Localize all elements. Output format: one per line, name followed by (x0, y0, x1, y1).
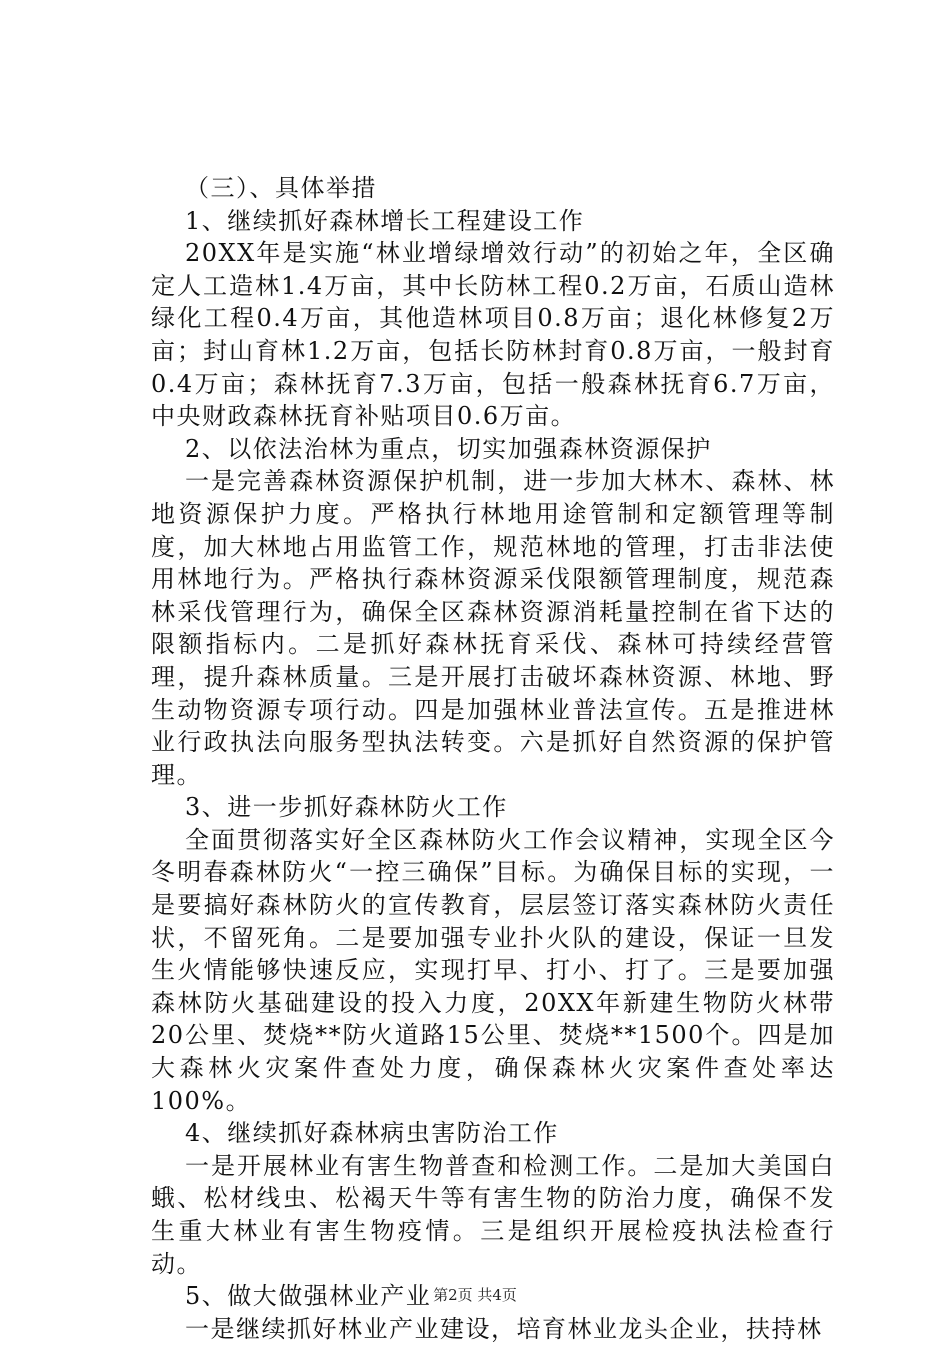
document-body (151, 172, 835, 1345)
item-heading: 1、继续抓好森林增长工程建设工作 (185, 206, 585, 235)
item-heading: 3、进一步抓好森林防火工作 (185, 793, 508, 822)
item-heading: 2、以依法治林为重点，切实加强森林资源保护 (185, 434, 712, 463)
item-heading: 4、继续抓好森林病虫害防治工作 (185, 1119, 559, 1148)
item-heading: 5、做大做强林业产业 (185, 1282, 432, 1311)
item-paragraph: 全面贯彻落实好全区森林防火工作会议精神，实现全区今冬明春森林防火“一控三确保”目标。为确保目标的实现，一是要搞好森林防火的宣传教育，层层签订落实森林防火责任状，不留死角。二是要加强专业扑火队的建设，保证一旦发生火情能够快速反应，实现打早、打小、打了。三是要加强森林防火基础建设的投入力度，20XX年新建生物防火林带20公里、焚烧**防火道路15公里、焚烧**1500个。四是加大森林火灾案件查处力度，确保森林火灾案件查处率达100%。 (151, 825, 835, 1115)
page-number-footer: 第2页 共4页 (433, 1286, 517, 1304)
item-paragraph: 20XX年是实施“林业增绿增效行动”的初始之年，全区确定人工造林1.4万亩，其中长防林工程0.2万亩，石质山造林绿化工程0.4万亩，其他造林项目0.8万亩；退化林修复2万亩；封山育林1.2万亩，包括长防林封育0.8万亩，一般封育0.4万亩；森林抚育7.3万亩，包括一般森林抚育6.7万亩，中央财政森林抚育补贴项目0.6万亩。 (151, 239, 835, 431)
item-paragraph: 一是完善森林资源保护机制，进一步加大林木、森林、林地资源保护力度。严格执行林地用途管制和定额管理等制度，加大林地占用监管工作，规范林地的管理，打击非法使用林地行为。严格执行森林资源采伐限额管理制度，规范森林采伐管理行为，确保全区森林资源消耗量控制在省下达的限额指标内。二是抓好森林抚育采伐、森林可持续经营管理，提升森林质量。三是开展打击破坏森林资源、林地、野生动物资源专项行动。四是加强林业普法宣传。五是推进林业行政执法向服务型执法转变。六是抓好自然资源的保护管理。 (151, 467, 835, 789)
item-paragraph: 一是开展林业有害生物普查和检测工作。二是加大美国白蛾、松材线虫、松褐天牛等有害生物的防治力度，确保不发生重大林业有害生物疫情。三是组织开展检疫执法检查行动。 (151, 1151, 835, 1278)
item-paragraph: 一是继续抓好林业产业建设，培育林业龙头企业，扶持林 (185, 1314, 823, 1343)
section-heading: （三）、具体举措 (185, 174, 377, 202)
